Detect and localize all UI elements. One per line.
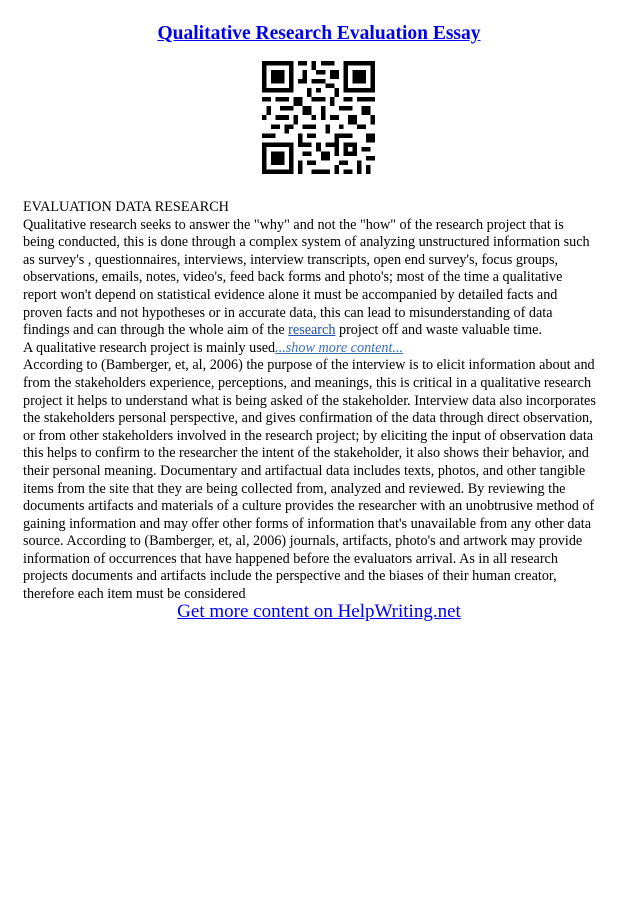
paragraph-line: Qualitative research seeks to answer the "why" and not the "how" of the research project that is <box>23 216 564 233</box>
paragraph-line: from the stakeholders experience, perceptions, and meanings, this is critical in a qualitative research <box>23 374 592 391</box>
line-text: findings and can through the whole aim of the <box>23 322 289 339</box>
paragraph-line: gaining information and may offer other forms of information that's unavailable from any other data <box>23 515 592 532</box>
paragraph-line: this helps to confirm to the researcher the intent of the stakeholder, it also shows their behavior, and <box>23 445 589 462</box>
line-text: project off and waste valuable time. <box>335 322 543 339</box>
paragraph-line: proven facts and not hypotheses or in accurate data, this can lead to misunderstanding of data <box>23 304 553 321</box>
paragraph-line <box>23 322 619 340</box>
paragraph-line: documents artifacts and materials of a culture provides the researcher with an unobtrusive method of <box>23 498 595 515</box>
paragraph-line: report won't depend on statistical evidence alone it must be accompanied by detailed facts and <box>23 286 558 303</box>
qr-code-icon <box>262 61 375 174</box>
research-link[interactable]: research <box>288 322 336 339</box>
paragraph-line <box>23 340 619 358</box>
page-title[interactable]: Qualitative Research Evaluation Essay <box>157 23 481 44</box>
paragraph-line: items from the site that they are being collected from, analyzed and reviewed. By reviewing the <box>23 480 566 497</box>
essay-heading: EVALUATION DATA RESEARCH <box>23 199 229 215</box>
show-more-link[interactable]: ...show more content... <box>275 339 404 356</box>
paragraph-line: being conducted, this is done through a complex system of analyzing unstructured information such <box>23 234 590 251</box>
paragraph-line: or from other stakeholders involved in the research project; by eliciting the input of observation data <box>23 427 594 444</box>
paragraph-line: projects documents and artifacts include the perspective and the biases of their human creator, <box>23 568 557 585</box>
line-text: A qualitative research project is mainly used <box>23 339 276 356</box>
essay-body <box>23 199 619 604</box>
paragraph-line: therefore each item must be considered <box>23 586 246 603</box>
paragraph-line: as survey's , questionnaires, interviews, interview transcripts, open end survey's, focus groups, <box>23 251 559 268</box>
get-more-content-link[interactable]: Get more content on HelpWriting.net <box>177 601 461 622</box>
paragraph-line: information of occurrences that have happened before the evaluators arrival. As in all research <box>23 550 558 567</box>
paragraph-line: source. According to (Bamberger, et, al, 2006) journals, artifacts, photo's and artwork may provide <box>23 533 583 550</box>
paragraph-line: their personal meaning. Documentary and artifactual data includes texts, photos, and other tangible <box>23 462 586 479</box>
paragraph-line: project it helps to understand what is being asked of the stakeholder. Interview data also incorporates <box>23 392 596 409</box>
paragraph-line: According to (Bamberger, et, al, 2006) the purpose of the interview is to elicit information about and <box>23 357 595 374</box>
paragraph-line: the stakeholders personal perspective, and gives confirmation of the data through direct observation, <box>23 410 593 427</box>
paragraph-line: observations, emails, notes, video's, feed back forms and photo's; most of the time a qualitative <box>23 269 563 286</box>
